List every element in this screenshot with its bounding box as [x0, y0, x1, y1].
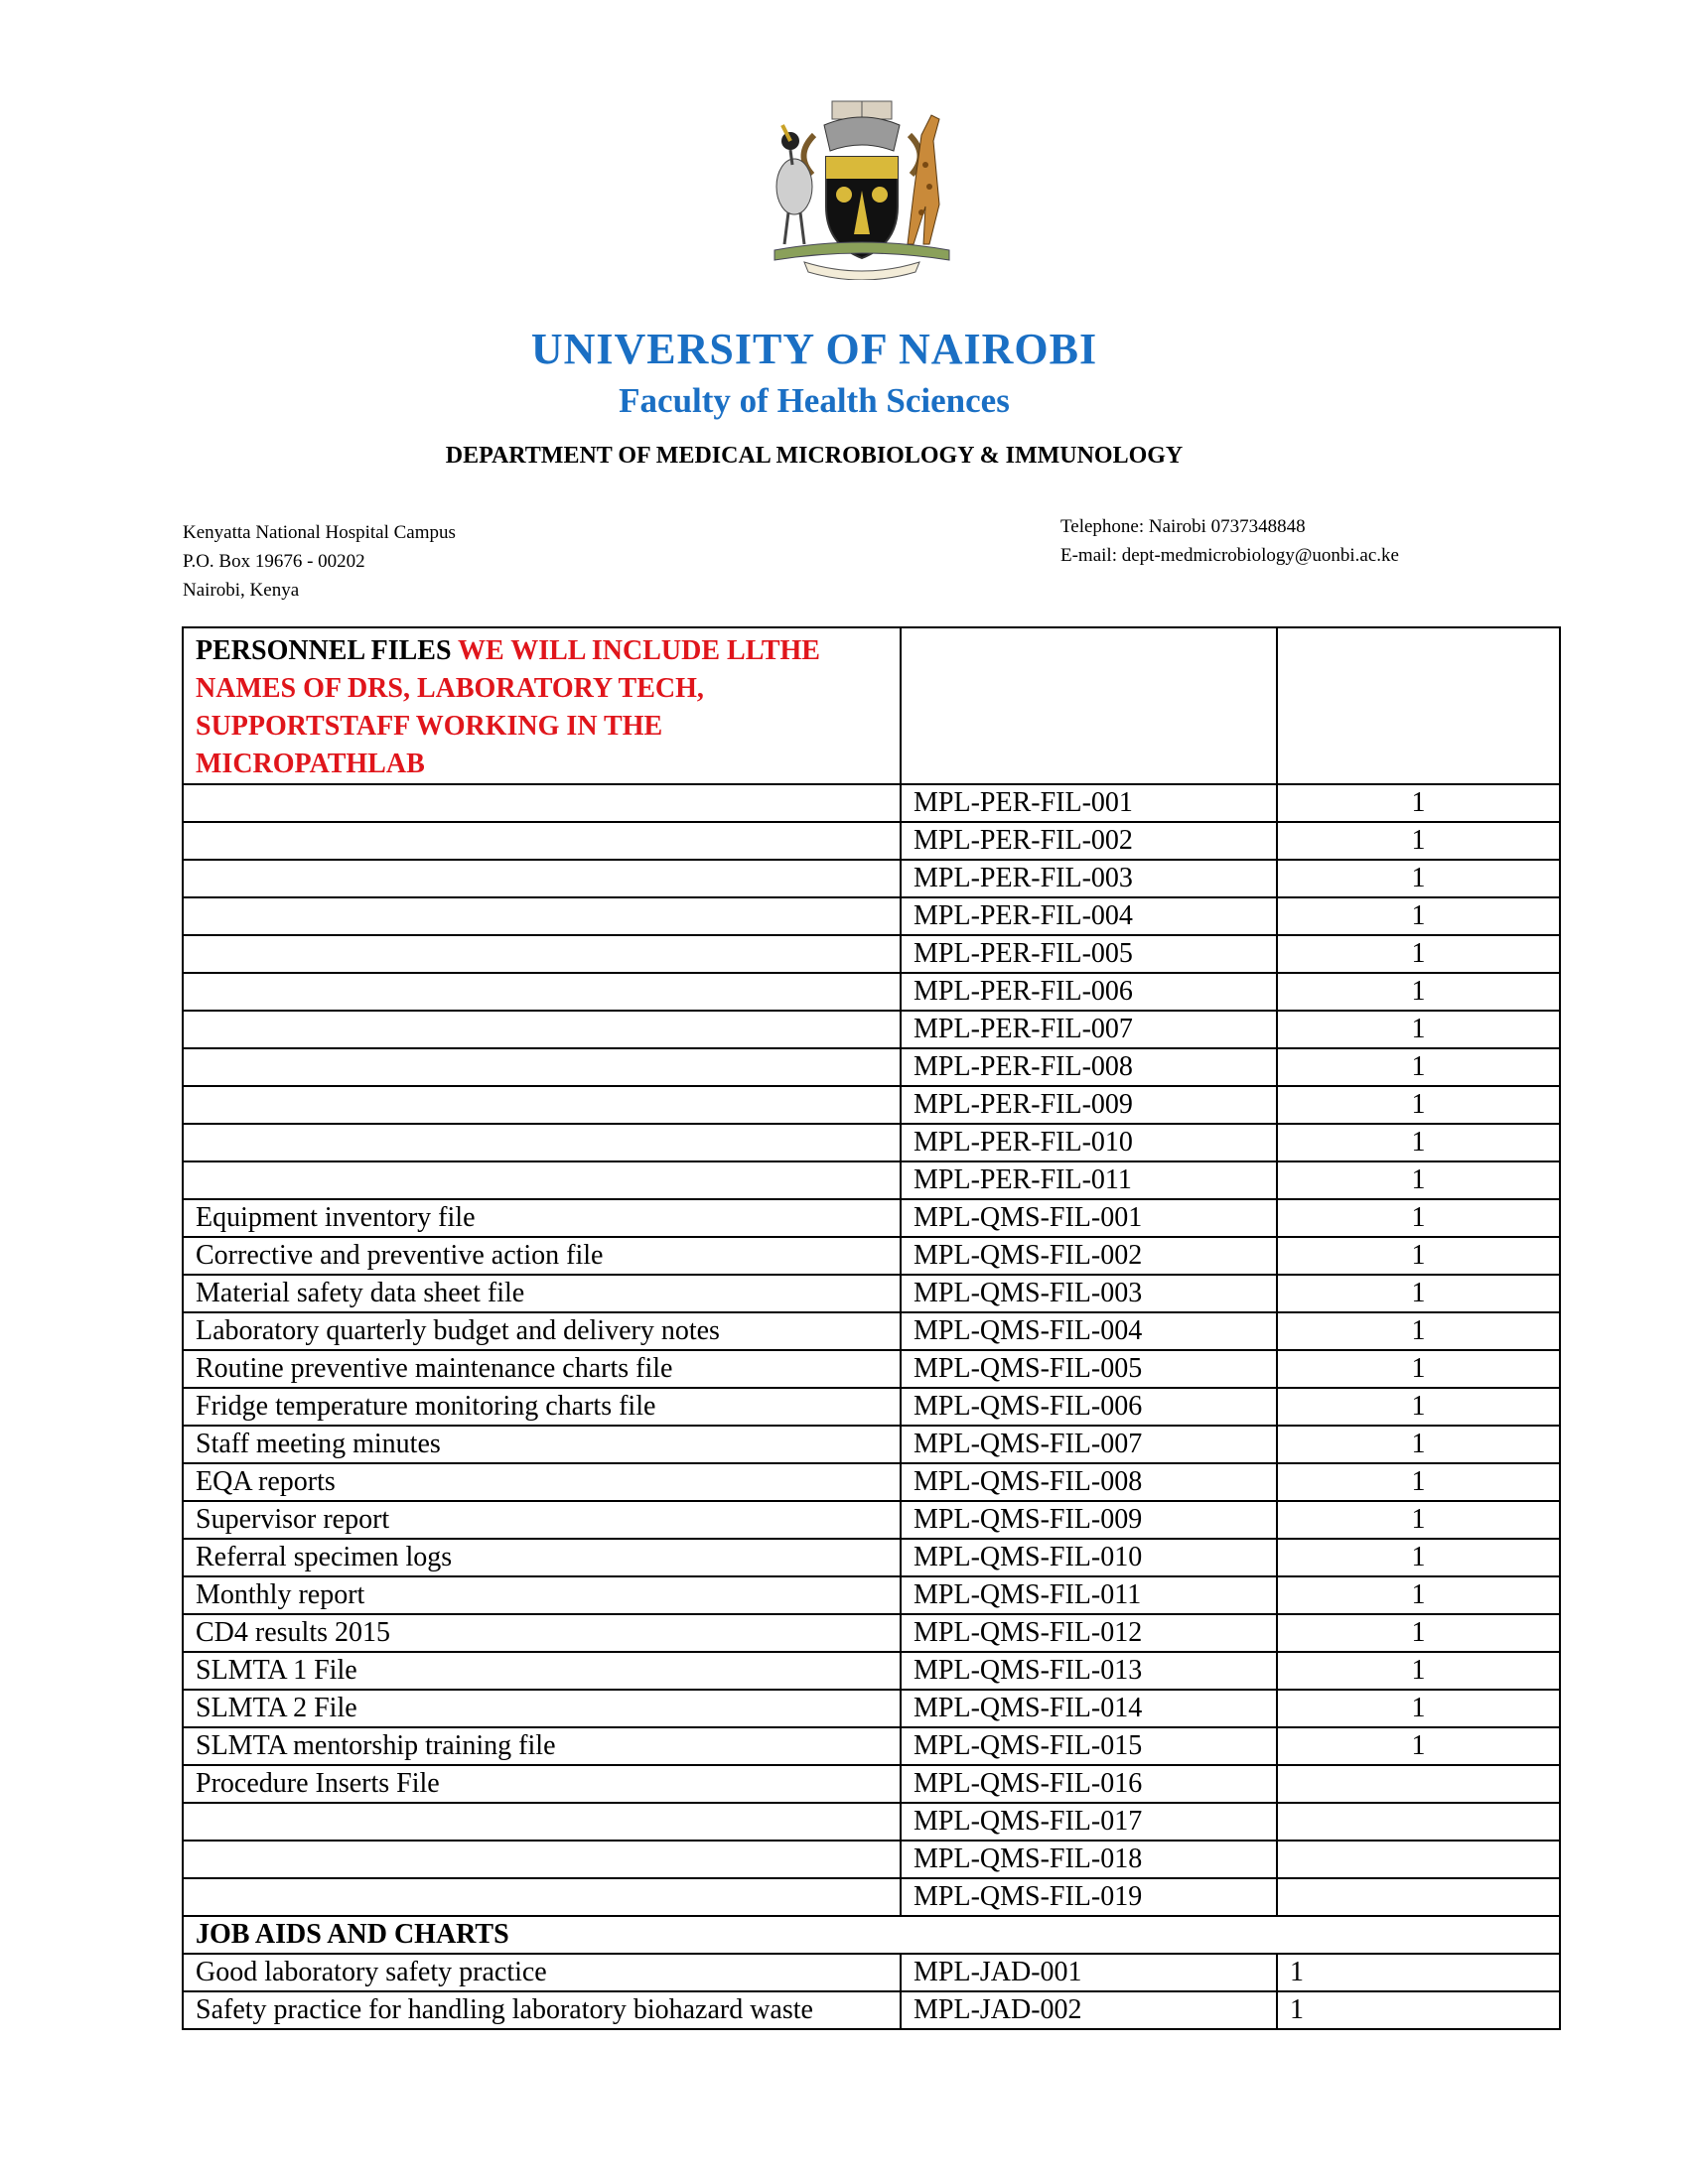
file-qty-cell: 1	[1277, 860, 1560, 897]
file-code-cell: MPL-QMS-FIL-016	[901, 1765, 1277, 1803]
file-qty-cell	[1277, 1803, 1560, 1841]
file-qty-cell: 1	[1277, 1690, 1560, 1727]
file-qty-cell: 1	[1277, 973, 1560, 1011]
file-qty-cell: 1	[1277, 1576, 1560, 1614]
file-name-cell	[183, 1048, 901, 1086]
file-code-cell: MPL-PER-FIL-001	[901, 784, 1277, 822]
job-aid-row	[183, 1954, 1560, 1991]
file-code-cell: MPL-QMS-FIL-009	[901, 1501, 1277, 1539]
job-aid-code-cell: MPL-JAD-002	[901, 1991, 1277, 2029]
table-row	[183, 1312, 1560, 1350]
file-qty-cell: 1	[1277, 897, 1560, 935]
table-row	[183, 1124, 1560, 1161]
file-name-cell: SLMTA 2 File	[183, 1690, 901, 1727]
address-line-city: Nairobi, Kenya	[183, 580, 300, 601]
file-name-cell	[183, 1878, 901, 1916]
file-code-cell: MPL-PER-FIL-007	[901, 1011, 1277, 1048]
file-code-cell: MPL-PER-FIL-008	[901, 1048, 1277, 1086]
file-name-cell: CD4 results 2015	[183, 1614, 901, 1652]
address-line-box: P.O. Box 19676 - 00202	[183, 551, 365, 572]
address-line-campus: Kenyatta National Hospital Campus	[183, 522, 456, 543]
job-aid-qty-cell: 1	[1277, 1991, 1560, 2029]
file-name-cell: Supervisor report	[183, 1501, 901, 1539]
file-name-cell: Material safety data sheet file	[183, 1275, 901, 1312]
file-code-cell: MPL-QMS-FIL-012	[901, 1614, 1277, 1652]
file-name-cell	[183, 973, 901, 1011]
table-row	[183, 1501, 1560, 1539]
file-code-cell: MPL-QMS-FIL-003	[901, 1275, 1277, 1312]
file-qty-cell: 1	[1277, 1048, 1560, 1086]
file-name-cell	[183, 1011, 901, 1048]
file-qty-cell: 1	[1277, 1124, 1560, 1161]
file-qty-cell: 1	[1277, 1652, 1560, 1690]
job-aids-heading-blank	[1277, 1916, 1560, 1954]
file-code-cell: MPL-QMS-FIL-007	[901, 1426, 1277, 1463]
file-qty-cell: 1	[1277, 1463, 1560, 1501]
job-aids-section-row	[183, 1916, 1560, 1954]
file-code-cell: MPL-QMS-FIL-010	[901, 1539, 1277, 1576]
file-qty-cell: 1	[1277, 1199, 1560, 1237]
file-name-cell	[183, 1803, 901, 1841]
file-qty-cell: 1	[1277, 822, 1560, 860]
table-row	[183, 1727, 1560, 1765]
file-name-cell: SLMTA 1 File	[183, 1652, 901, 1690]
crest-emblem-icon	[755, 95, 969, 280]
faculty-title: Faculty of Health Sciences	[619, 381, 1010, 420]
file-name-cell	[183, 897, 901, 935]
file-code-cell: MPL-QMS-FIL-011	[901, 1576, 1277, 1614]
file-code-cell: MPL-QMS-FIL-013	[901, 1652, 1277, 1690]
table-row	[183, 1161, 1560, 1199]
personnel-files-note: WE WILL INCLUDE LLTHE NAMES OF DRS, LABORATORY TECH, SUPPORTSTAFF WORKING IN THE MICROPATHLAB	[196, 635, 820, 779]
file-name-cell: Staff meeting minutes	[183, 1426, 901, 1463]
table-row	[183, 1275, 1560, 1312]
table-row	[183, 1011, 1560, 1048]
table-row	[183, 860, 1560, 897]
file-code-cell: MPL-QMS-FIL-006	[901, 1388, 1277, 1426]
table-row	[183, 897, 1560, 935]
file-name-cell	[183, 935, 901, 973]
file-code-cell: MPL-PER-FIL-011	[901, 1161, 1277, 1199]
table-row	[183, 935, 1560, 973]
file-qty-cell	[1277, 1841, 1560, 1878]
table-row	[183, 1426, 1560, 1463]
table-row	[183, 1690, 1560, 1727]
file-name-cell: Procedure Inserts File	[183, 1765, 901, 1803]
file-code-cell: MPL-QMS-FIL-004	[901, 1312, 1277, 1350]
table-row	[183, 1048, 1560, 1086]
file-code-cell: MPL-QMS-FIL-005	[901, 1350, 1277, 1388]
file-qty-cell: 1	[1277, 1388, 1560, 1426]
table-row	[183, 1237, 1560, 1275]
table-row	[183, 1199, 1560, 1237]
file-code-cell: MPL-PER-FIL-002	[901, 822, 1277, 860]
file-name-cell: Monthly report	[183, 1576, 901, 1614]
file-qty-cell: 1	[1277, 1275, 1560, 1312]
files-register-table	[182, 626, 1561, 2030]
file-code-cell: MPL-QMS-FIL-015	[901, 1727, 1277, 1765]
file-code-cell: MPL-QMS-FIL-008	[901, 1463, 1277, 1501]
personnel-header-row	[183, 627, 1560, 784]
table-row	[183, 973, 1560, 1011]
table-row	[183, 1463, 1560, 1501]
file-qty-cell: 1	[1277, 1614, 1560, 1652]
file-name-cell: SLMTA mentorship training file	[183, 1727, 901, 1765]
table-row	[183, 784, 1560, 822]
file-qty-cell: 1	[1277, 1312, 1560, 1350]
contact-info	[1060, 512, 1399, 570]
file-code-cell: MPL-PER-FIL-009	[901, 1086, 1277, 1124]
file-name-cell	[183, 1124, 901, 1161]
file-qty-cell: 1	[1277, 1237, 1560, 1275]
file-code-cell: MPL-QMS-FIL-018	[901, 1841, 1277, 1878]
file-name-cell: Corrective and preventive action file	[183, 1237, 901, 1275]
personnel-header-cell	[183, 627, 901, 784]
table-row	[183, 1086, 1560, 1124]
file-qty-cell	[1277, 1765, 1560, 1803]
job-aids-heading: JOB AIDS AND CHARTS	[183, 1916, 1277, 1954]
file-qty-cell: 1	[1277, 1161, 1560, 1199]
department-title: DEPARTMENT OF MEDICAL MICROBIOLOGY & IMMUNOLOGY	[445, 443, 1184, 469]
job-aid-name-cell: Safety practice for handling laboratory biohazard waste	[183, 1991, 901, 2029]
job-aid-row	[183, 1991, 1560, 2029]
file-code-cell: MPL-PER-FIL-010	[901, 1124, 1277, 1161]
file-name-cell	[183, 1841, 901, 1878]
file-name-cell: Referral specimen logs	[183, 1539, 901, 1576]
file-qty-cell: 1	[1277, 1501, 1560, 1539]
file-code-cell: MPL-PER-FIL-004	[901, 897, 1277, 935]
job-aid-code-cell: MPL-JAD-001	[901, 1954, 1277, 1991]
file-qty-cell: 1	[1277, 784, 1560, 822]
header-code-cell	[901, 627, 1277, 784]
file-name-cell	[183, 860, 901, 897]
file-name-cell	[183, 784, 901, 822]
file-qty-cell: 1	[1277, 935, 1560, 973]
university-crest	[755, 95, 969, 280]
file-code-cell: MPL-QMS-FIL-002	[901, 1237, 1277, 1275]
table-row	[183, 1539, 1560, 1576]
university-title: UNIVERSITY OF NAIROBI	[530, 325, 1098, 373]
file-code-cell: MPL-PER-FIL-005	[901, 935, 1277, 973]
file-qty-cell: 1	[1277, 1727, 1560, 1765]
file-name-cell	[183, 822, 901, 860]
file-qty-cell: 1	[1277, 1426, 1560, 1463]
file-qty-cell: 1	[1277, 1350, 1560, 1388]
file-name-cell: Laboratory quarterly budget and delivery notes	[183, 1312, 901, 1350]
table-row	[183, 1614, 1560, 1652]
file-code-cell: MPL-PER-FIL-003	[901, 860, 1277, 897]
file-code-cell: MPL-QMS-FIL-001	[901, 1199, 1277, 1237]
personnel-files-label: PERSONNEL FILES	[196, 635, 452, 666]
file-name-cell: Fridge temperature monitoring charts file	[183, 1388, 901, 1426]
file-code-cell: MPL-QMS-FIL-014	[901, 1690, 1277, 1727]
table-row	[183, 1652, 1560, 1690]
file-name-cell	[183, 1161, 901, 1199]
file-name-cell: EQA reports	[183, 1463, 901, 1501]
table-row	[183, 1765, 1560, 1803]
postal-address	[183, 518, 456, 605]
table-row	[183, 1803, 1560, 1841]
job-aid-name-cell: Good laboratory safety practice	[183, 1954, 901, 1991]
table-row	[183, 822, 1560, 860]
file-code-cell: MPL-PER-FIL-006	[901, 973, 1277, 1011]
file-name-cell: Equipment inventory file	[183, 1199, 901, 1237]
table-row	[183, 1388, 1560, 1426]
file-qty-cell: 1	[1277, 1086, 1560, 1124]
table-row	[183, 1576, 1560, 1614]
table-row	[183, 1878, 1560, 1916]
telephone: Telephone: Nairobi 0737348848	[1060, 516, 1306, 537]
file-qty-cell	[1277, 1878, 1560, 1916]
email: E-mail: dept-medmicrobiology@uonbi.ac.ke	[1060, 545, 1399, 566]
file-name-cell	[183, 1086, 901, 1124]
file-name-cell: Routine preventive maintenance charts file	[183, 1350, 901, 1388]
file-code-cell: MPL-QMS-FIL-017	[901, 1803, 1277, 1841]
file-code-cell: MPL-QMS-FIL-019	[901, 1878, 1277, 1916]
file-qty-cell: 1	[1277, 1011, 1560, 1048]
job-aid-qty-cell: 1	[1277, 1954, 1560, 1991]
file-qty-cell: 1	[1277, 1539, 1560, 1576]
header-qty-cell	[1277, 627, 1560, 784]
table-row	[183, 1841, 1560, 1878]
table-row	[183, 1350, 1560, 1388]
